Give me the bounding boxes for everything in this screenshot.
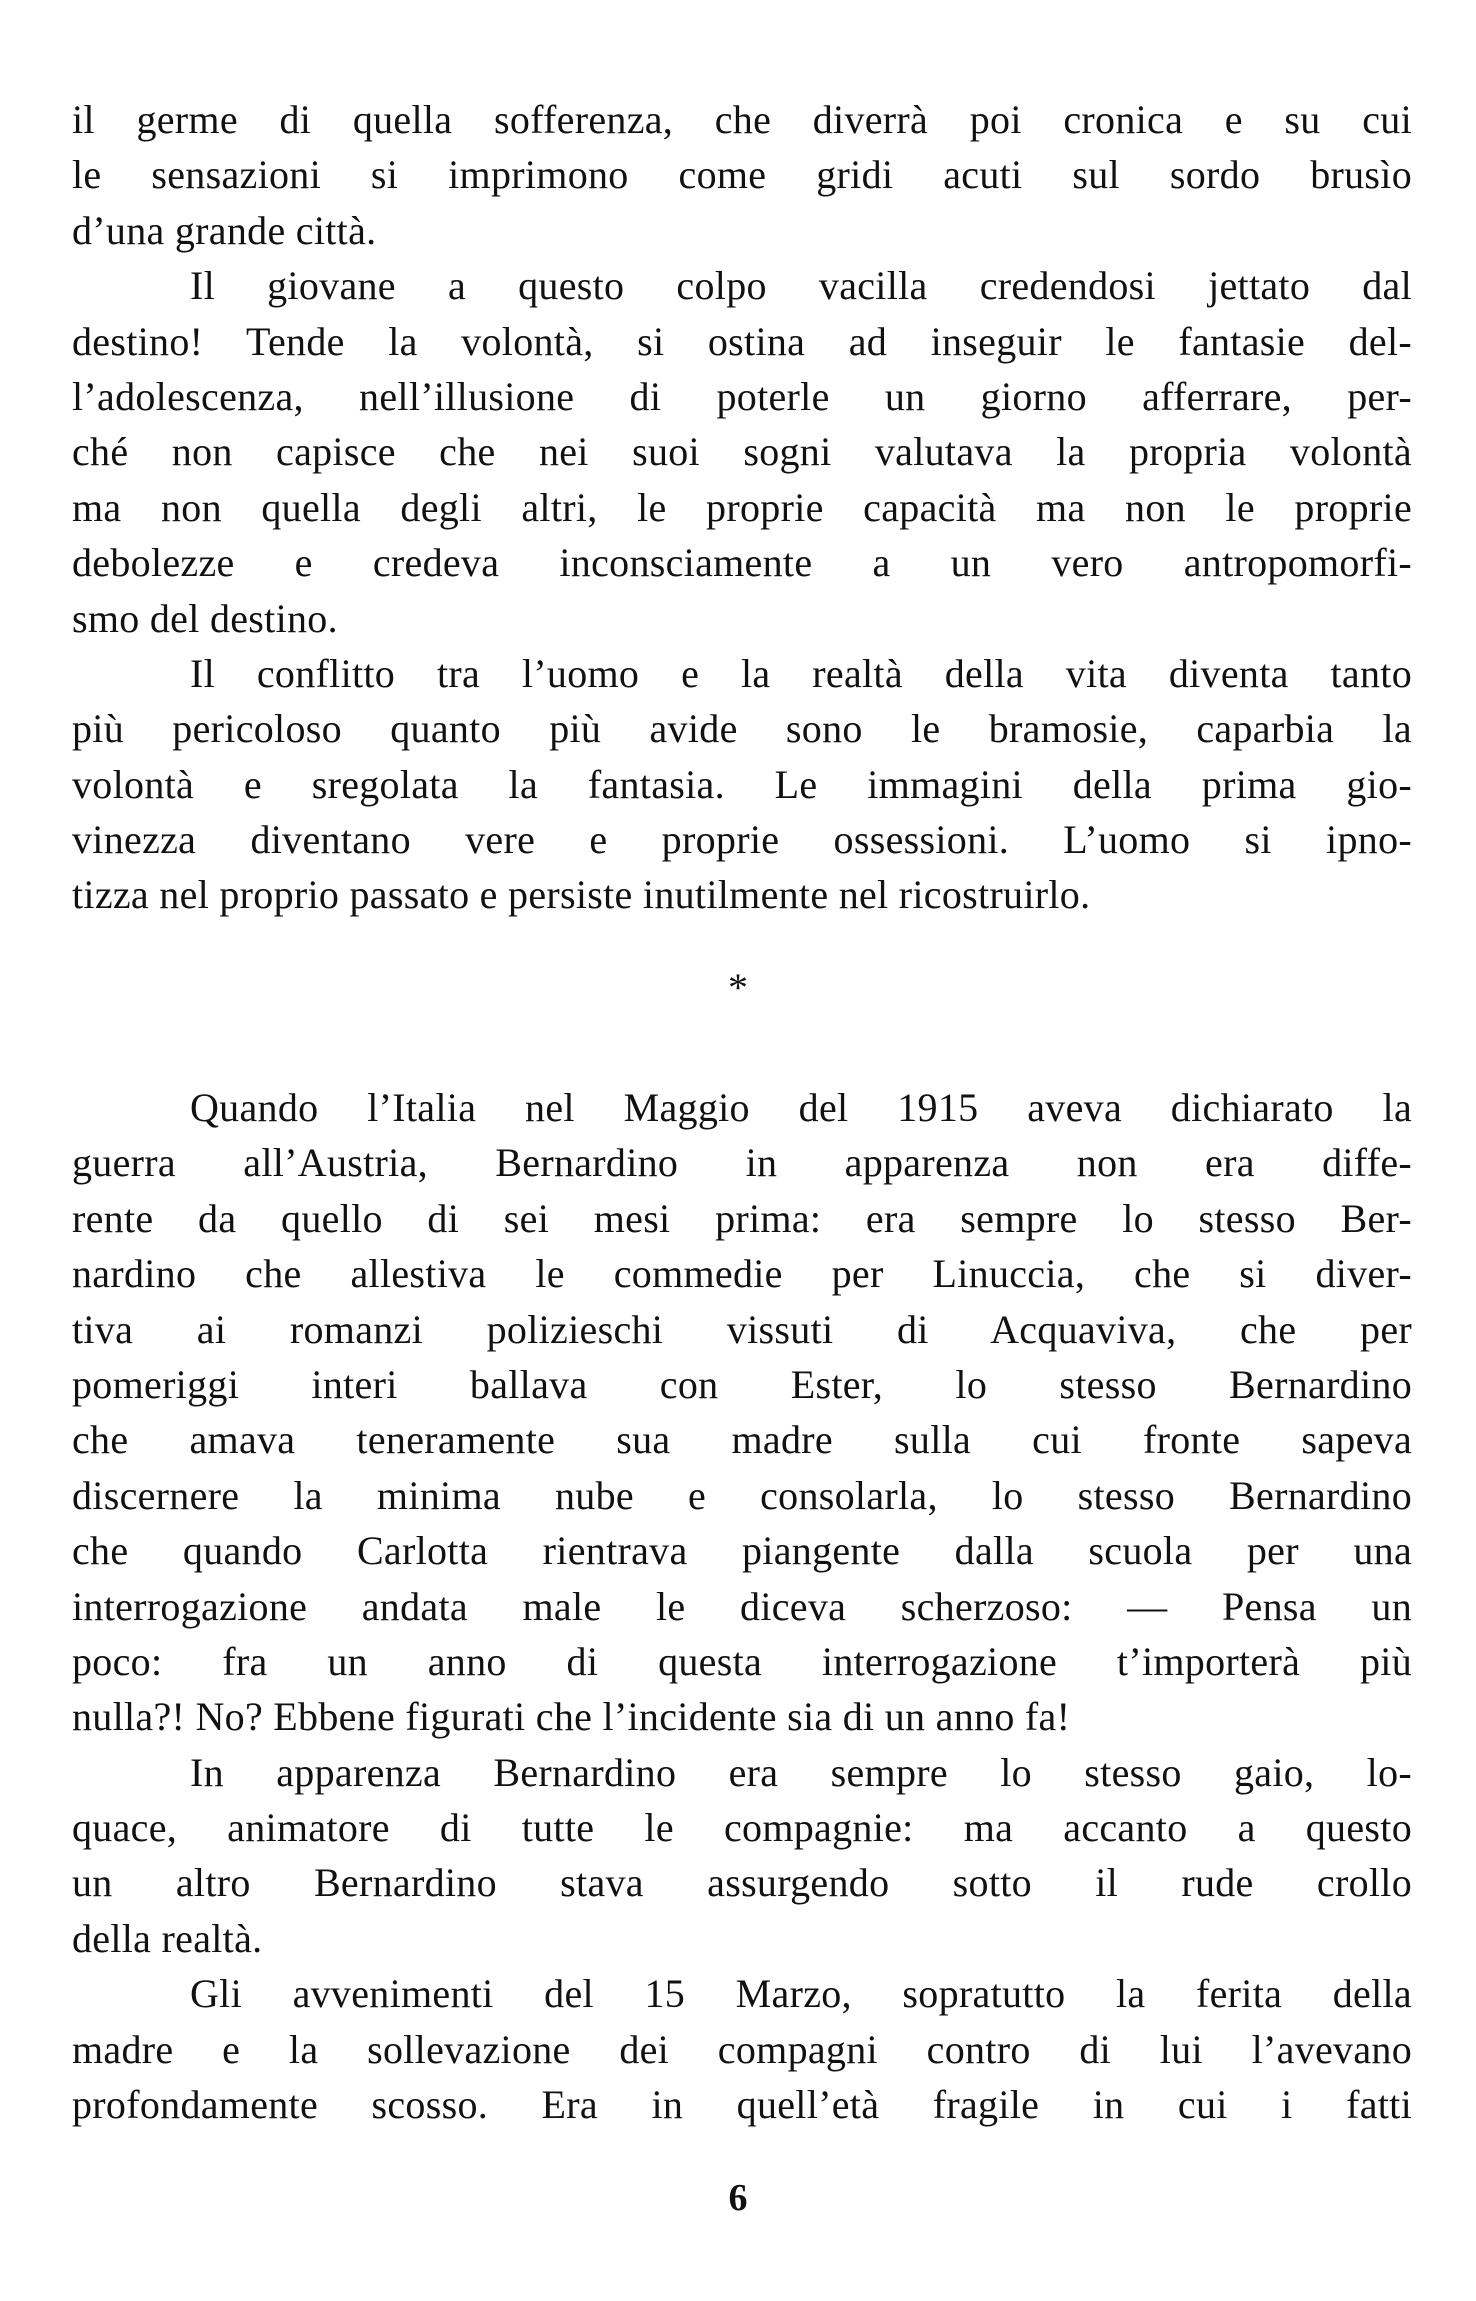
text-line: volontà e sregolata la fantasia. Le immagini della prima gio- xyxy=(72,761,1412,807)
text-line: ma non quella degli altri, le proprie capacità ma non le proprie xyxy=(72,484,1412,530)
text-line: poco: fra un anno di questa interrogazione t’importerà più xyxy=(72,1638,1412,1684)
text-line: rente da quello di sei mesi prima: era sempre lo stesso Ber- xyxy=(72,1195,1412,1241)
text-line: vinezza diventano vere e proprie ossessioni. L’uomo si ipno- xyxy=(72,817,1412,863)
section-separator-asterisk: * xyxy=(728,965,748,1010)
text-line: Quando l’Italia nel Maggio del 1915 aveva dichiarato la xyxy=(190,1085,1412,1130)
text-line: l’adolescenza, nell’illusione di poterle un giorno afferrare, per- xyxy=(72,373,1412,419)
text-line: guerra all’Austria, Bernardino in apparenza non era diffe- xyxy=(72,1140,1412,1186)
text-line: Il conflitto tra l’uomo e la realtà della vita diventa tanto xyxy=(190,650,1412,696)
text-line: d’una grande città. xyxy=(72,207,377,253)
text-line: discernere la minima nube e consolarla, lo stesso Bernardino xyxy=(72,1472,1412,1518)
text-line: le sensazioni si imprimono come gridi acuti sul sordo brusìo xyxy=(72,152,1412,198)
text-line: interrogazione andata male le diceva scherzoso: — Pensa un xyxy=(72,1583,1412,1629)
text-line: ché non capisce che nei suoi sogni valutava la propria volontà xyxy=(72,429,1412,475)
text-line: tiva ai romanzi polizieschi vissuti di Acquaviva, che per xyxy=(72,1306,1412,1352)
text-line: nulla?! No? Ebbene figurati che l’incidente sia di un anno fa! xyxy=(72,1694,1071,1740)
text-block-top xyxy=(72,92,1412,923)
text-line: smo del destino. xyxy=(72,595,338,641)
text-line: pomeriggi interi ballava con Ester, lo stesso Bernardino xyxy=(72,1361,1412,1407)
text-line: debolezze e credeva inconsciamente a un vero antropomorfi- xyxy=(72,540,1412,586)
paragraph-group-bottom xyxy=(72,1080,1412,2132)
text-line: profondamente scosso. Era in quell’età fragile in cui i fatti xyxy=(72,2082,1412,2128)
text-line: tizza nel proprio passato e persiste inutilmente nel ricostruirlo. xyxy=(72,872,1091,918)
text-line: il germe di quella sofferenza, che diverrà poi cronica e su cui xyxy=(72,97,1412,142)
paragraph-group-top xyxy=(72,92,1412,923)
text-line: Il giovane a questo colpo vacilla credendosi jettato dal xyxy=(190,263,1412,309)
text-line: quace, animatore di tutte le compagnie: ma accanto a questo xyxy=(72,1805,1412,1851)
text-line: madre e la sollevazione dei compagni contro di lui l’avevano xyxy=(72,2026,1412,2072)
page-number: 6 xyxy=(728,2177,748,2219)
text-line: che amava teneramente sua madre sulla cui fronte sapeva xyxy=(72,1417,1412,1463)
text-line: In apparenza Bernardino era sempre lo stesso gaio, lo- xyxy=(190,1749,1412,1795)
text-line: che quando Carlotta rientrava piangente dalla scuola per una xyxy=(72,1528,1412,1574)
text-line: un altro Bernardino stava assurgendo sotto il rude crollo xyxy=(72,1860,1412,1906)
text-line: destino! Tende la volontà, si ostina ad inseguir le fantasie del- xyxy=(72,318,1412,364)
text-line: nardino che allestiva le commedie per Linuccia, che si diver- xyxy=(72,1251,1412,1297)
text-line: della realtà. xyxy=(72,1915,263,1961)
text-block-bottom xyxy=(72,1080,1412,2132)
text-line: più pericoloso quanto più avide sono le bramosie, caparbia la xyxy=(72,706,1412,752)
text-line: Gli avvenimenti del 15 Marzo, sopratutto la ferita della xyxy=(190,1971,1412,2017)
